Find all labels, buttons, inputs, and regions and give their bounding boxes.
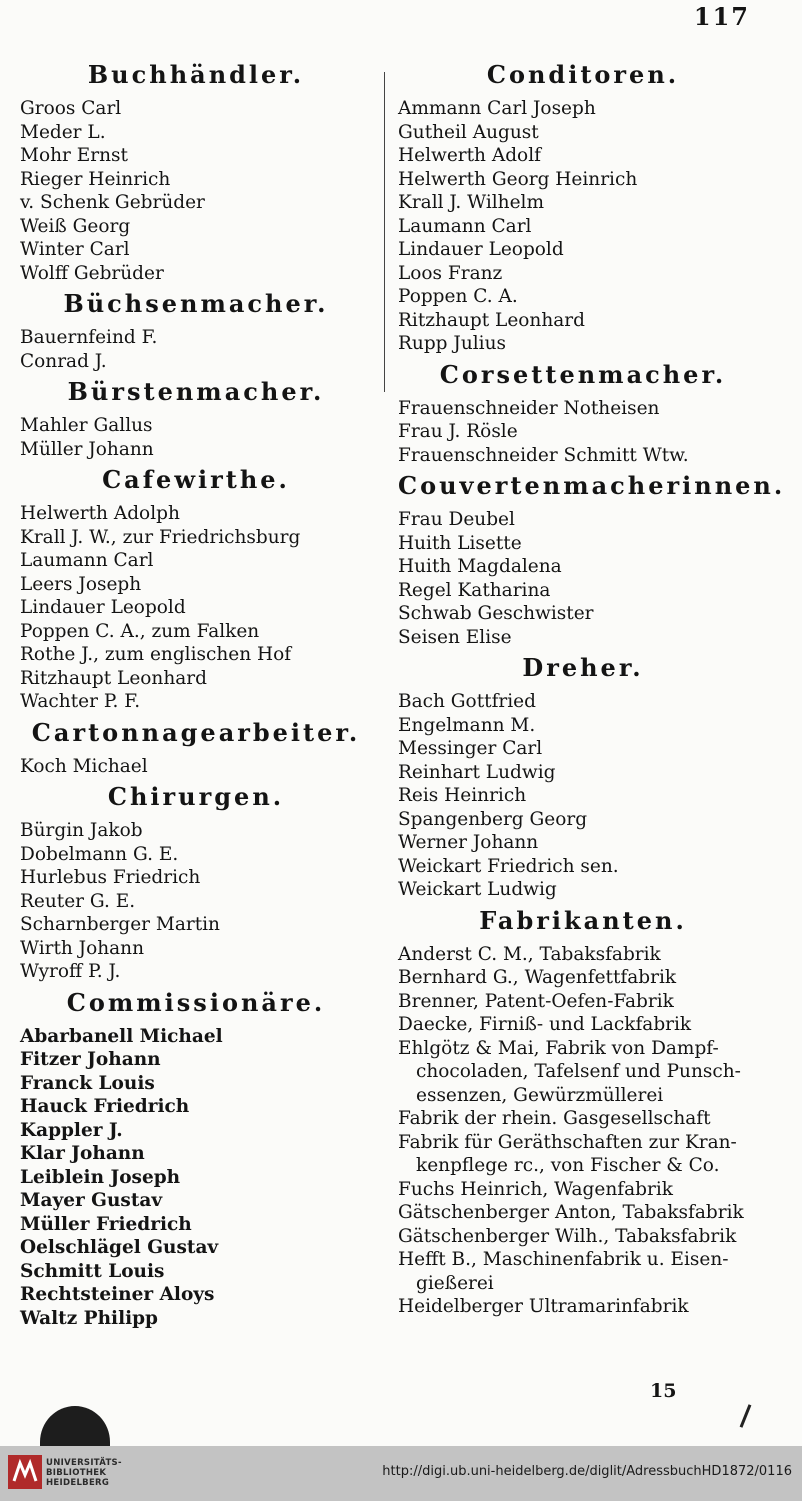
directory-entry: Abarbanell Michael <box>20 1025 223 1047</box>
directory-entry: Gutheil August <box>398 121 539 143</box>
directory-entry: Franck Louis <box>20 1072 155 1094</box>
directory-entry: Lindauer Leopold <box>20 597 186 618</box>
directory-entry: Huith Lisette <box>398 532 522 554</box>
directory-section <box>20 782 372 984</box>
directory-entry: Wirth Johann <box>20 937 145 959</box>
directory-section <box>398 471 786 649</box>
directory-entry: gießerei <box>416 1272 494 1294</box>
directory-entry: Frauenschneider Schmitt Wtw. <box>398 444 689 466</box>
directory-entry: Waltz Philipp <box>20 1307 158 1329</box>
page-number: 117 <box>693 2 750 31</box>
directory-entry: Bach Gottfried <box>398 691 536 712</box>
directory-entry: chocoladen, Tafelsenf und Punsch- <box>416 1061 741 1082</box>
directory-entry: Mayer Gustav <box>20 1190 163 1211</box>
directory-entry: Laumann Carl <box>20 550 154 571</box>
section-heading: Dreher. <box>522 653 644 682</box>
directory-entry: Kappler J. <box>20 1119 123 1141</box>
directory-entry: Wolff Gebrüder <box>20 262 164 284</box>
directory-entry: Schmitt Louis <box>20 1260 165 1282</box>
directory-section <box>20 465 372 714</box>
directory-entry: Dobelmann G. E. <box>20 843 179 865</box>
section-heading: Fabrikanten. <box>479 905 687 935</box>
directory-entry: Brenner, Patent-Oefen-Fabrik <box>398 990 674 1012</box>
section-heading: Corsettenmacher. <box>439 359 727 389</box>
section-heading: Cartonnagearbeiter. <box>31 717 361 747</box>
directory-entry: Gätschenberger Wilh., Tabaksfabrik <box>398 1225 737 1247</box>
directory-entry: Werner Johann <box>398 832 539 853</box>
directory-entry: Daecke, Firniß- und Lackfabrik <box>398 1014 692 1035</box>
directory-entry: Hauck Friedrich <box>20 1096 190 1117</box>
section-heading: Cafewirthe. <box>102 465 290 494</box>
directory-entry: Bernhard G., Wagenfettfabrik <box>398 967 677 988</box>
directory-entry: Frau J. Rösle <box>398 421 518 442</box>
section-heading: Commissionäre. <box>66 987 326 1017</box>
directory-entry: Bürgin Jakob <box>20 820 143 841</box>
directory-entry: Klar Johann <box>20 1143 145 1164</box>
directory-section <box>20 718 372 779</box>
directory-entry: Huith Magdalena <box>398 556 562 577</box>
section-heading: Buchhändler. <box>87 60 305 89</box>
directory-entry: Frauenschneider Notheisen <box>398 397 660 419</box>
directory-entry: Meder L. <box>20 121 106 143</box>
directory-entry: Müller Friedrich <box>20 1213 192 1235</box>
section-heading: Bürstenmacher. <box>67 377 325 406</box>
directory-entry: Krall J. W., zur Friedrichsburg <box>20 526 301 548</box>
directory-entry: Bauernfeind F. <box>20 327 158 348</box>
directory-entry: Scharnberger Martin <box>20 914 220 935</box>
logo-line: BIBLIOTHEK <box>46 1468 107 1478</box>
directory-section <box>398 60 768 356</box>
right-column <box>398 60 786 1323</box>
directory-entry: v. Schenk Gebrüder <box>20 192 205 213</box>
section-heading: Chirurgen. <box>107 782 285 811</box>
directory-section <box>20 60 372 285</box>
directory-entry: Wyroff P. J. <box>20 961 121 982</box>
directory-entry: Weiß Georg <box>20 215 131 237</box>
directory-entry: Reuter G. E. <box>20 890 136 912</box>
column-divider <box>384 72 385 392</box>
directory-entry: Hefft B., Maschinenfabrik u. Eisen- <box>398 1249 729 1270</box>
directory-section <box>20 289 372 373</box>
directory-entry: Helwerth Adolf <box>398 145 541 166</box>
directory-section <box>20 377 372 461</box>
directory-entry: Rupp Julius <box>398 333 506 354</box>
scan-artifact <box>40 1406 110 1446</box>
directory-entry: Fabrik für Geräthschaften zur Kran- <box>398 1131 737 1153</box>
directory-entry: Reis Heinrich <box>398 785 527 806</box>
directory-entry: Heidelberger Ultramarinfabrik <box>398 1296 689 1317</box>
directory-entry: kenpflege rc., von Fischer & Co. <box>416 1155 720 1176</box>
directory-entry: Engelmann M. <box>398 714 536 736</box>
section-heading: Conditoren. <box>486 60 680 89</box>
directory-entry: Laumann Carl <box>398 215 532 237</box>
directory-entry: essenzen, Gewürzmüllerei <box>416 1084 664 1106</box>
directory-entry: Koch Michael <box>20 755 148 777</box>
directory-entry: Conrad J. <box>20 350 107 372</box>
directory-entry: Poppen C. A., zum Falken <box>20 620 260 642</box>
directory-entry: Krall J. Wilhelm <box>398 192 544 213</box>
footer-page-number: 15 <box>650 1380 677 1402</box>
directory-section <box>398 360 768 468</box>
directory-entry: Fitzer Johann <box>20 1049 161 1070</box>
section-heading: Büchsenmacher. <box>63 289 329 318</box>
scan-mark <box>740 1404 752 1427</box>
directory-section <box>20 988 372 1331</box>
directory-section <box>398 653 768 902</box>
digitization-footer-bar <box>0 1446 802 1501</box>
section-heading: Couvertenmacherinnen. <box>398 471 786 500</box>
directory-entry: Rothe J., zum englischen Hof <box>20 644 292 665</box>
directory-entry: Leiblein Joseph <box>20 1166 181 1188</box>
directory-entry: Müller Johann <box>20 438 154 460</box>
directory-entry: Ritzhaupt Leonhard <box>398 309 585 331</box>
logo-line: UNIVERSITÄTS- <box>46 1458 122 1468</box>
library-logo-text <box>46 1458 122 1488</box>
directory-entry: Wachter P. F. <box>20 691 141 712</box>
logo-line: HEIDELBERG <box>46 1478 110 1488</box>
directory-entry: Anderst C. M., Tabaksfabrik <box>398 943 661 965</box>
directory-entry: Weickart Friedrich sen. <box>398 855 619 877</box>
directory-entry: Helwerth Adolph <box>20 503 180 524</box>
directory-entry: Mohr Ernst <box>20 145 128 166</box>
library-logo-icon <box>8 1455 42 1489</box>
directory-entry: Leers Joseph <box>20 573 142 595</box>
directory-entry: Helwerth Georg Heinrich <box>398 168 638 190</box>
directory-entry: Rieger Heinrich <box>20 168 171 190</box>
directory-entry: Mahler Gallus <box>20 415 153 436</box>
directory-section <box>398 906 768 1319</box>
directory-entry: Rechtsteiner Aloys <box>20 1284 215 1305</box>
directory-entry: Seisen Elise <box>398 626 512 648</box>
directory-entry: Groos Carl <box>20 98 122 119</box>
directory-entry: Regel Katharina <box>398 579 551 601</box>
directory-entry: Loos Franz <box>398 262 503 284</box>
source-url[interactable]: http://digi.ub.uni-heidelberg.de/diglit/AdressbuchHD1872/0116 <box>382 1464 792 1479</box>
directory-entry: Fabrik der rhein. Gasgesellschaft <box>398 1108 711 1129</box>
directory-entry: Lindauer Leopold <box>398 239 564 260</box>
directory-entry: Hurlebus Friedrich <box>20 867 201 888</box>
directory-entry: Schwab Geschwister <box>398 603 594 624</box>
directory-entry: Weickart Ludwig <box>398 879 557 900</box>
directory-entry: Poppen C. A. <box>398 286 518 307</box>
directory-entry: Oelschlägel Gustav <box>20 1237 219 1258</box>
directory-entry: Winter Carl <box>20 239 130 260</box>
directory-entry: Ammann Carl Joseph <box>398 98 596 119</box>
directory-entry: Frau Deubel <box>398 509 515 530</box>
directory-entry: Fuchs Heinrich, Wagenfabrik <box>398 1178 673 1200</box>
directory-entry: Messinger Carl <box>398 738 543 759</box>
directory-entry: Ehlgötz & Mai, Fabrik von Dampf- <box>398 1037 719 1059</box>
directory-entry: Gätschenberger Anton, Tabaksfabrik <box>398 1202 744 1223</box>
directory-entry: Ritzhaupt Leonhard <box>20 667 207 689</box>
directory-entry: Spangenberg Georg <box>398 808 588 830</box>
left-column <box>20 60 372 1334</box>
directory-entry: Reinhart Ludwig <box>398 761 556 783</box>
